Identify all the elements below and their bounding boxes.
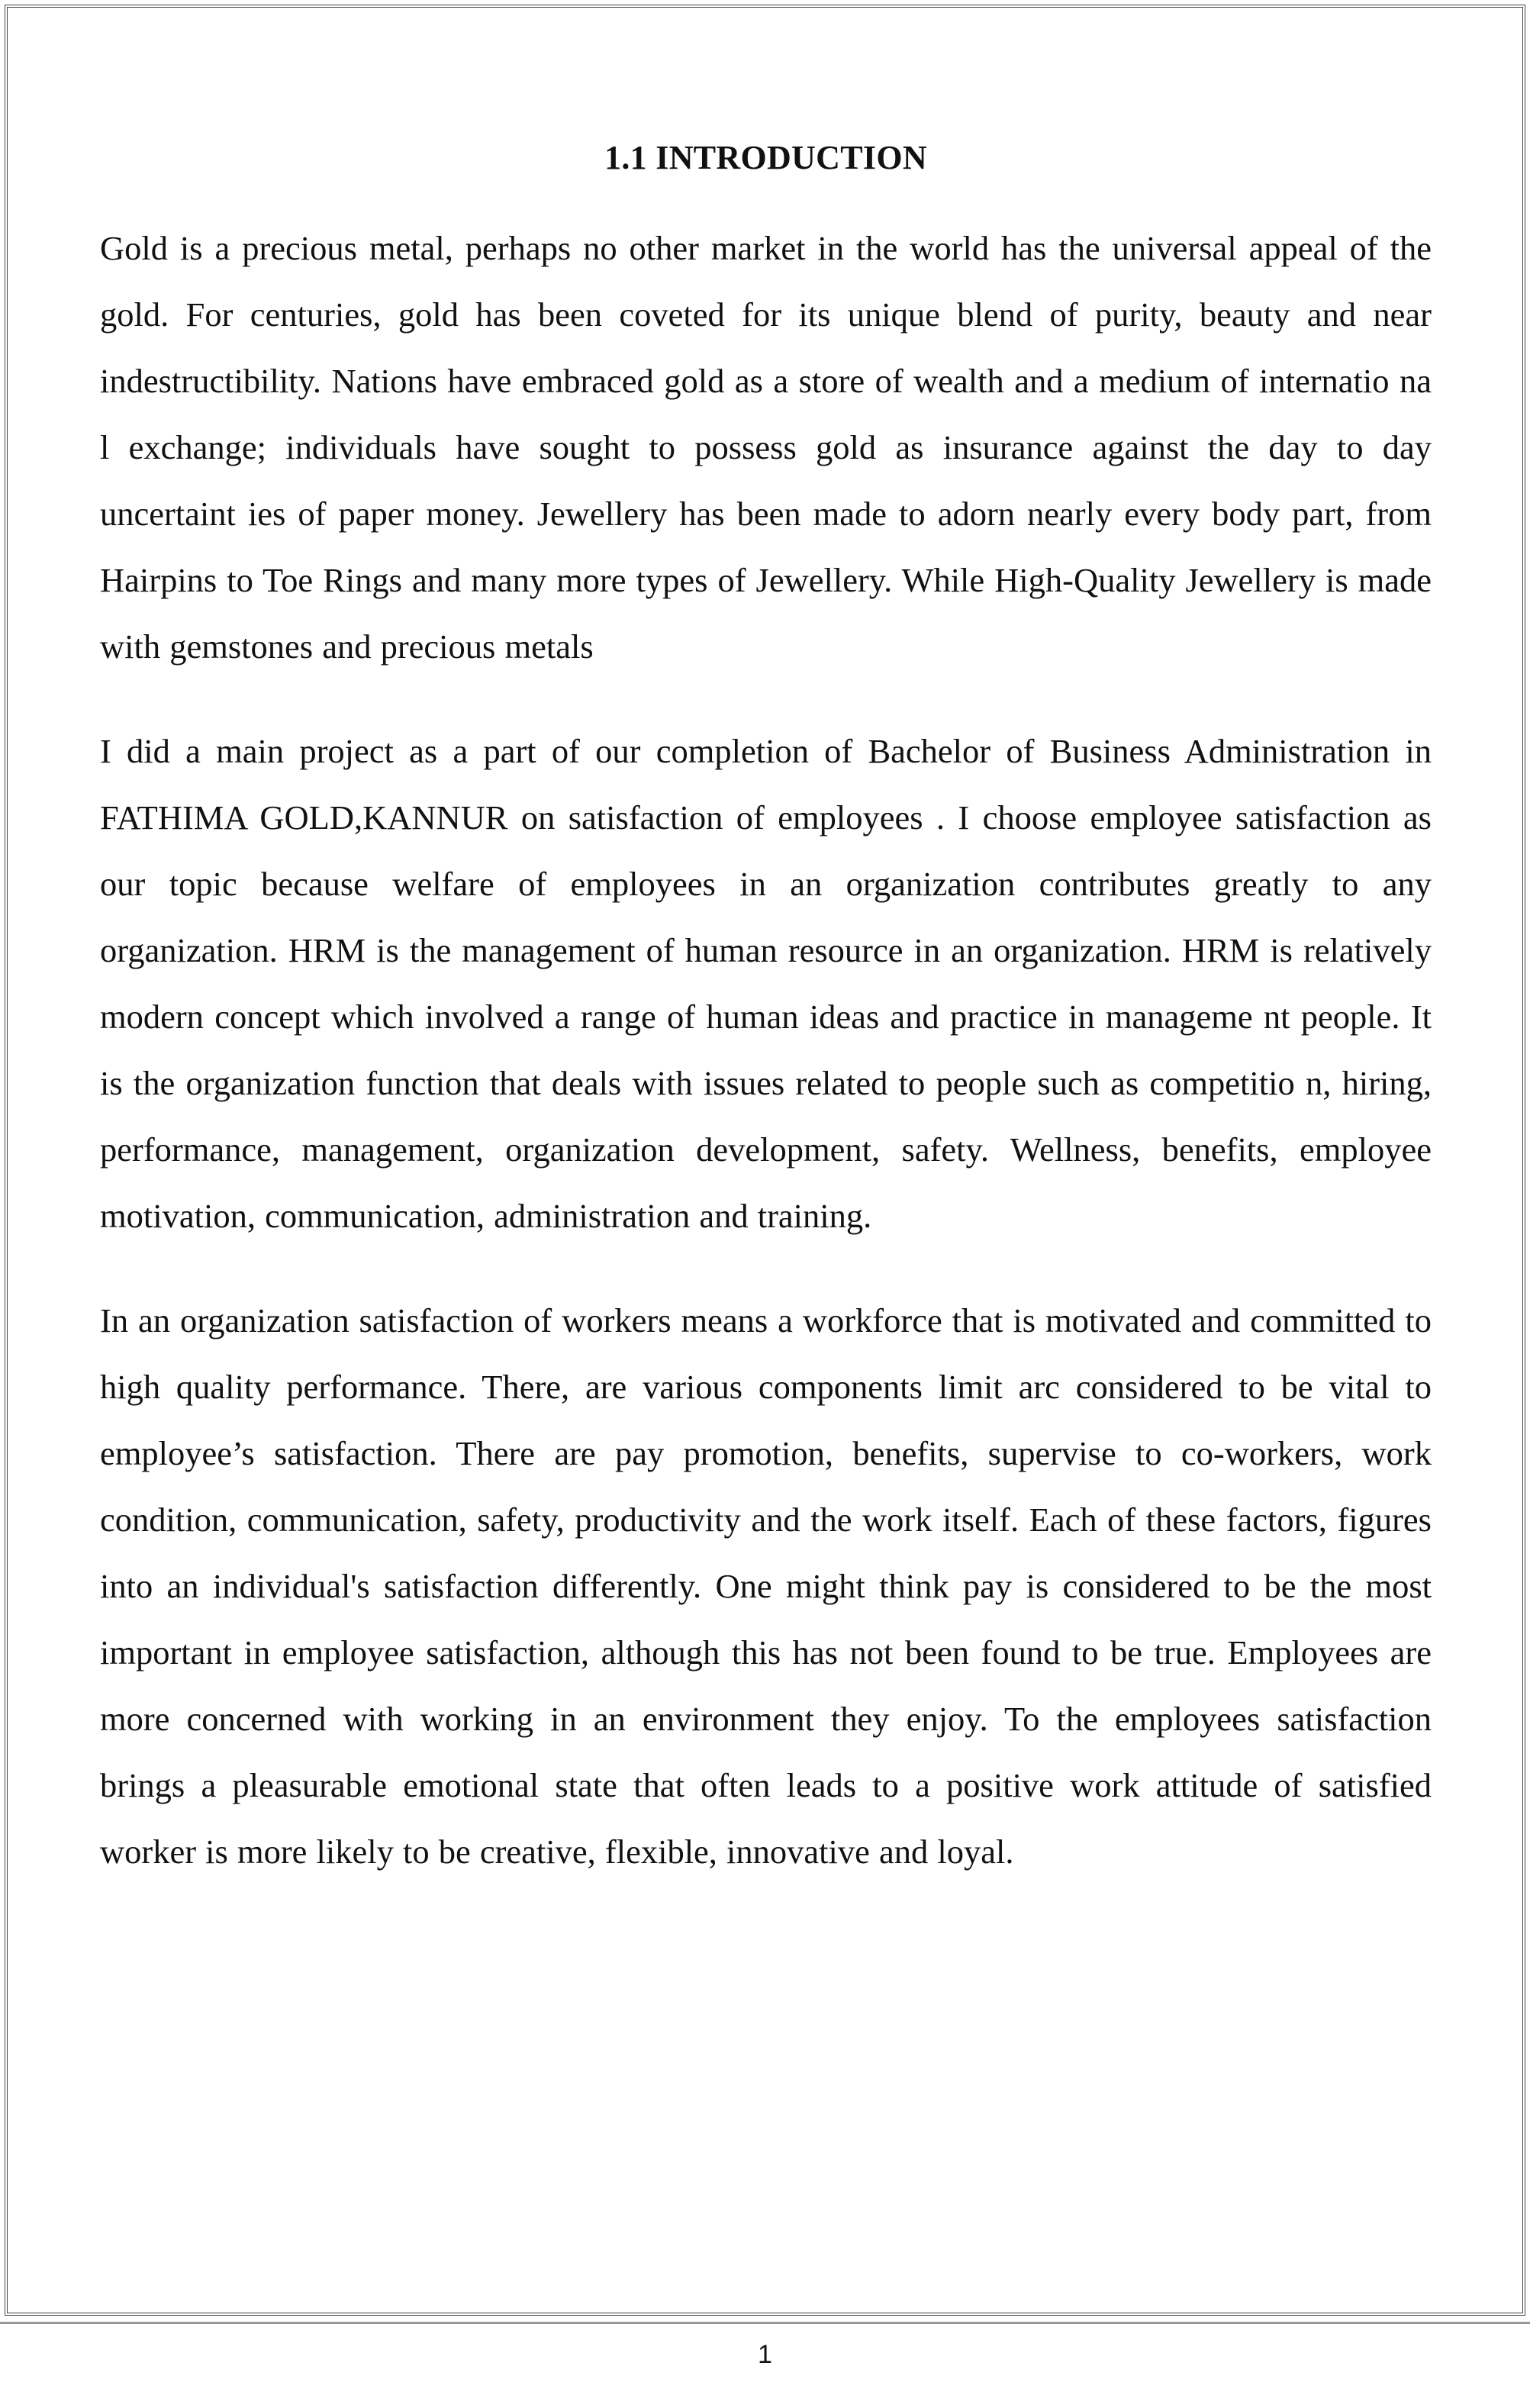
page-number: 1 <box>758 2340 772 2369</box>
document-body <box>100 114 1432 1923</box>
paragraph-gold-overview: Gold is a precious metal, perhaps no other market in the world has the universal appeal of the gold. For centuries, gold has been coveted for its unique blend of purity, beauty and near indestructibility. Nations have embraced gold as a store of wealth and a medium of internatio na l exchange; individuals have sought to possess gold as insurance against the day to day uncertaint ies of paper money. Jewellery has been made to adorn nearly every body part, from Hairpins to Toe Rings and many more types of Jewellery. While High-Quality Jewellery is made with gemstones and precious metals <box>100 229 1432 666</box>
footer-divider <box>0 2322 1530 2324</box>
paragraph-employee-satisfaction: In an organization satisfaction of workers means a workforce that is motivated and committed to high quality performance. There, are various components limit arc considered to be vital to employee’s satisfaction. There are pay promotion, benefits, supervise to co-workers, work condition, communication, safety, productivity and the work itself. Each of these factors, figures into an individual's satisfaction differently. One might think pay is considered to be the most important in employee satisfaction, although this has not been found to be true. Employees are more concerned with working in an environment they enjoy. To the employees satisfaction brings a pleasurable emotional state that often leads to a positive work attitude of satisfied worker is more likely to be creative, flexible, innovative and loyal. <box>100 1301 1432 1871</box>
paragraph-project-description: I did a main project as a part of our completion of Bachelor of Business Administration in FATHIMA GOLD,KANNUR on satisfaction of employees . I choose employee satisfaction as our topic because welfare of employees in an organization contributes greatly to any organization. HRM is the management of human resource in an organization. HRM is relatively modern concept which involved a range of human ideas and practice in manageme nt people. It is the organization function that deals with issues related to people such as competitio n, hiring, performance, management, organization development, safety. Wellness, benefits, employee motivation, communication, administration and training. <box>100 732 1432 1235</box>
section-heading: 1.1 INTRODUCTION <box>604 139 927 176</box>
